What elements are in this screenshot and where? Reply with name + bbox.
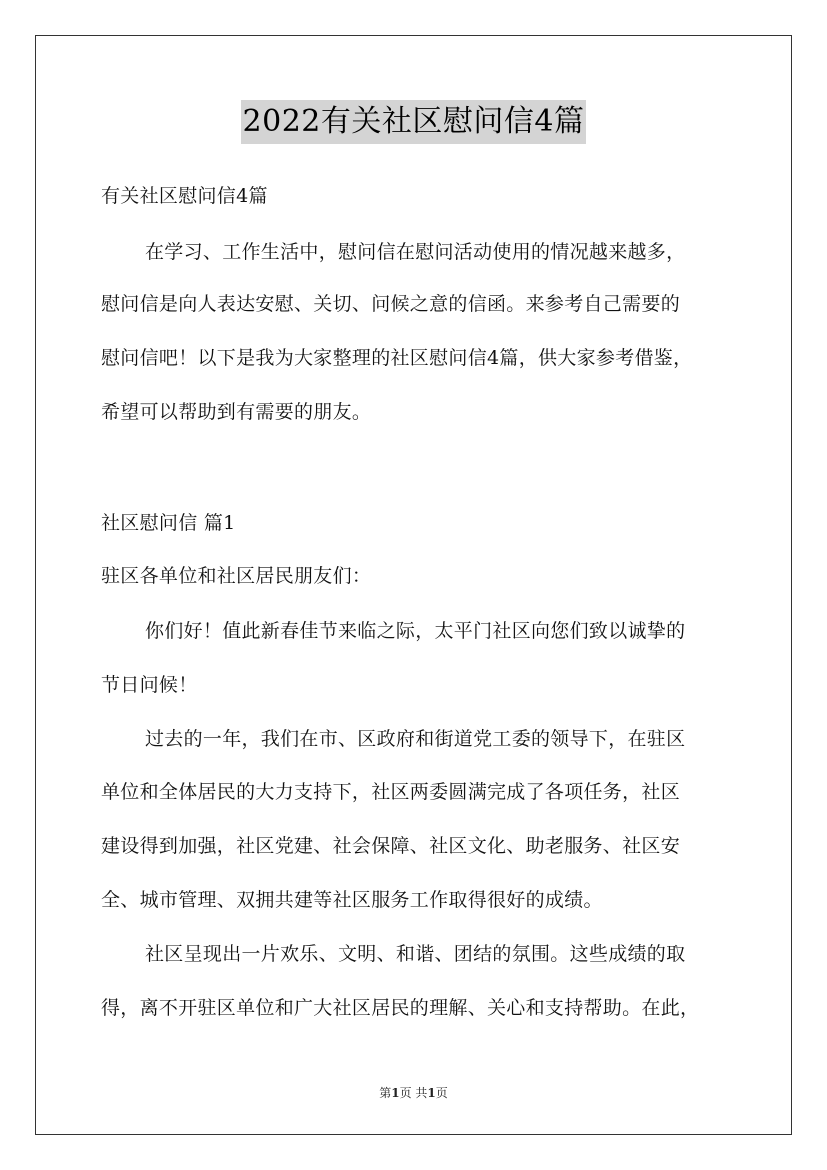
section-heading: 社区慰问信 篇1 — [101, 512, 236, 534]
body-line: 过去的一年，我们在市、区政府和街道党工委的领导下，在驻区 — [145, 728, 686, 750]
footer-suffix: 页 — [435, 1086, 448, 1100]
intro-line: 希望可以帮助到有需要的朋友。 — [101, 401, 372, 423]
intro-line: 在学习、工作生活中，慰问信在慰问活动使用的情况越来越多， — [145, 241, 686, 263]
body-line: 节日问候！ — [101, 674, 198, 696]
footer-total-pages: 1 — [427, 1086, 436, 1100]
body-line: 得，离不开驻区单位和广大社区居民的理解、关心和支持帮助。在此， — [101, 997, 700, 1019]
document-subtitle: 有关社区慰问信4篇 — [101, 185, 268, 207]
body-line: 你们好！值此新春佳节来临之际，太平门社区向您们致以诚挚的 — [145, 620, 686, 642]
body-line: 建设得到加强，社区党建、社会保障、社区文化、助老服务、社区安 — [101, 835, 681, 857]
body-line: 全、城市管理、双拥共建等社区服务工作取得很好的成绩。 — [101, 889, 603, 911]
page-footer — [0, 1084, 827, 1101]
footer-prefix: 第 — [379, 1086, 392, 1100]
footer-middle: 页 共 — [399, 1086, 428, 1100]
body-line: 单位和全体居民的大力支持下，社区两委圆满完成了各项任务，社区 — [101, 781, 681, 803]
salutation: 驻区各单位和社区居民朋友们： — [101, 565, 372, 587]
document-title: 2022有关社区慰问信4篇 — [241, 100, 587, 144]
footer-current-page: 1 — [391, 1086, 400, 1100]
body-line: 社区呈现出一片欢乐、文明、和谐、团结的氛围。这些成绩的取 — [145, 943, 686, 965]
title-container — [0, 100, 827, 144]
intro-line: 慰问信吧！以下是我为大家整理的社区慰问信4篇，供大家参考借鉴， — [101, 347, 693, 369]
intro-line: 慰问信是向人表达安慰、关切、问候之意的信函。来参考自己需要的 — [101, 293, 681, 315]
